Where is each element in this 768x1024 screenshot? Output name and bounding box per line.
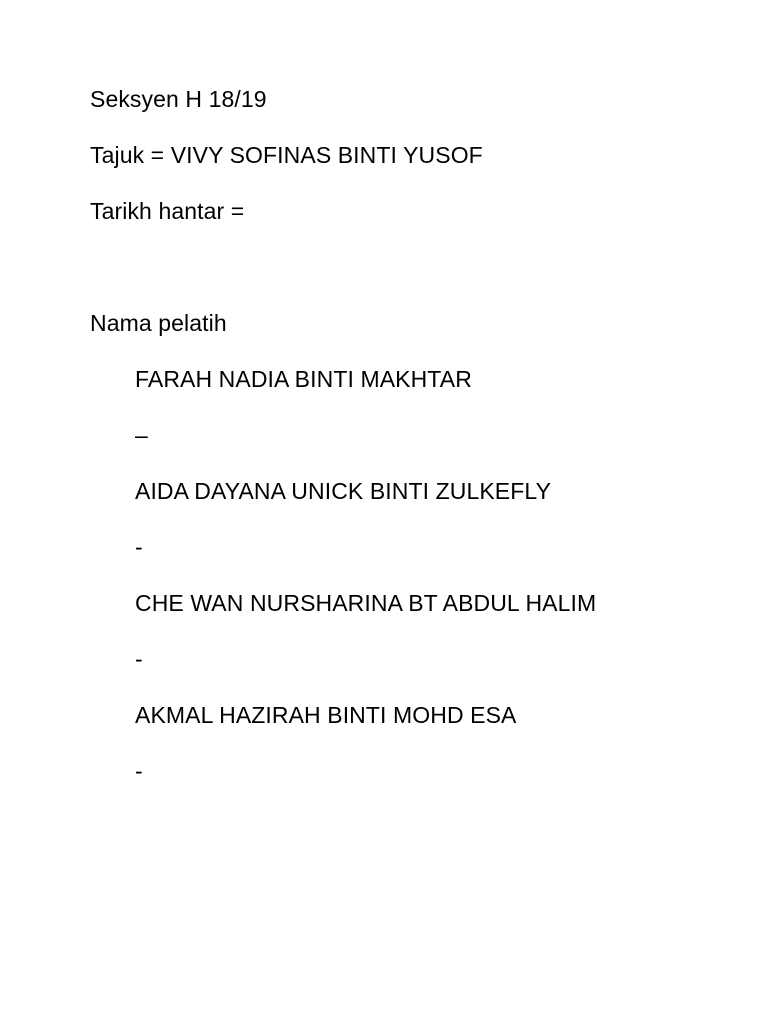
section-line: Seksyen H 18/19 xyxy=(90,86,267,112)
trainee-note-3: - xyxy=(135,646,143,672)
trainee-name-2: AIDA DAYANA UNICK BINTI ZULKEFLY xyxy=(135,478,552,504)
trainee-name-3: CHE WAN NURSHARINA BT ABDUL HALIM xyxy=(135,590,597,616)
trainees-heading: Nama pelatih xyxy=(90,310,227,336)
trainee-name-1: FARAH NADIA BINTI MAKHTAR xyxy=(135,366,472,392)
trainee-note-2: - xyxy=(135,534,143,560)
trainee-note-4: - xyxy=(135,758,143,784)
trainee-note-1: – xyxy=(135,422,148,448)
title-line: Tajuk = VIVY SOFINAS BINTI YUSOF xyxy=(90,142,483,168)
trainee-name-4: AKMAL HAZIRAH BINTI MOHD ESA xyxy=(135,702,517,728)
submission-date-line: Tarikh hantar = xyxy=(90,198,245,224)
